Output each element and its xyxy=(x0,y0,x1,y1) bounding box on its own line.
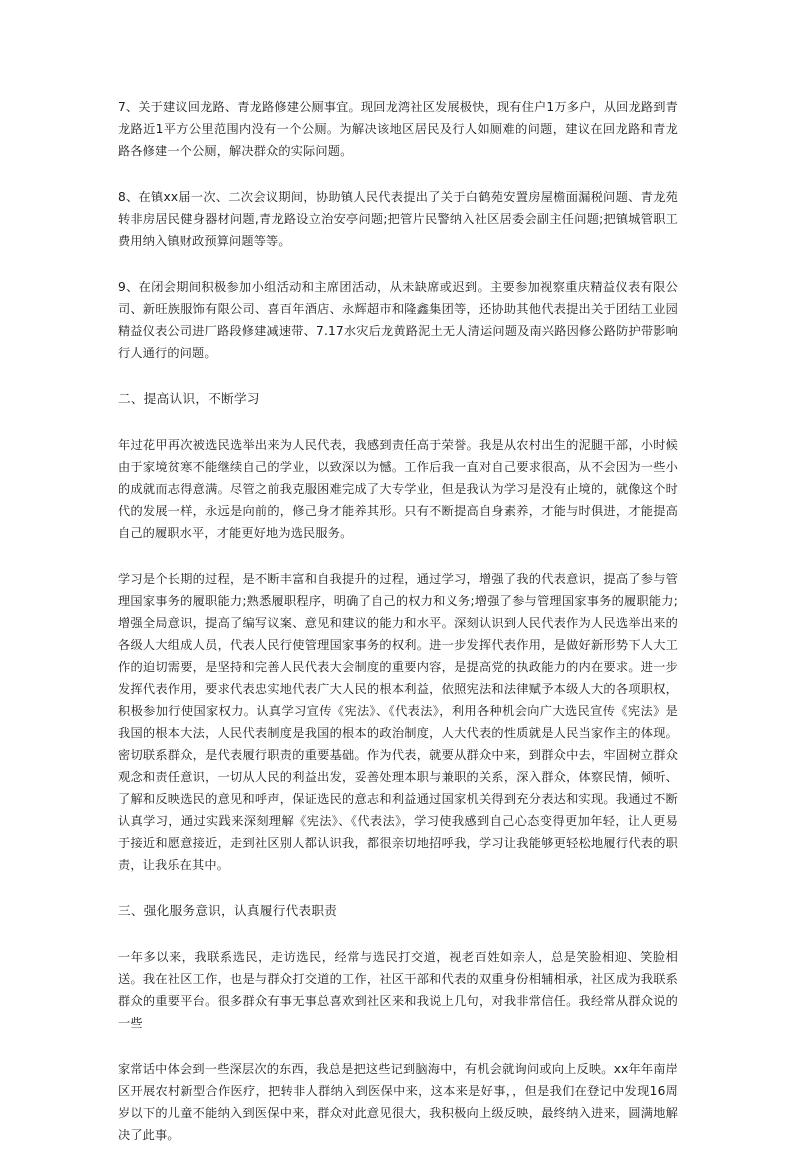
section-heading-3: 三、强化服务意识，认真履行代表职责 xyxy=(118,903,338,918)
document-page xyxy=(118,96,678,1170)
paragraph-learning-intro: 年过花甲再次被选民选举出来为人民代表，我感到责任高于荣誉。我是从农村出生的泥腿干部，小时候由于家境贫寒不能继续自己的学业，以致深以为憾。工作后我一直对自己要求很高，从不会因为一些小的成就而志得意满。尽管之前我克服困难完成了大专学业，但是我认为学习是没有止境的，就像这个时代的发展一样，永远是向前的，修己身才能养其形。只有不断提高自身素养，才能与时俱进，才能提高自己的履职水平，才能更好地为选民服务。 xyxy=(118,438,678,540)
paragraph-item-7: 7、关于建议回龙路、青龙路修建公厕事宜。现回龙湾社区发展极快，现有住户1万多户，从回龙路到青龙路近1平方公里范围内没有一个公厕。为解决该地区居民及行人如厕难的问题，建议在回龙路和青龙路各修建一个公厕，解决群众的实际问题。 xyxy=(118,100,678,158)
paragraph-service-2: 家常话中体会到一些深层次的东西，我总是把这些记到脑海中，有机会就询问或向上反映。xx年年南岸区开展农村新型合作医疗，把转非人群纳入到医保中来，这本来是好事，，但是我们在登记中发现16周岁以下的儿童不能纳入到医保中来，群众对此意见很大，我积极向上级反映，最终纳入进来，圆满地解决了此事。 xyxy=(118,1062,678,1142)
paragraph-learning-process: 学习是个长期的过程，是不断丰富和自我提升的过程，通过学习，增强了我的代表意识，提高了参与管理国家事务的履职能力;熟悉履职程序，明确了自己的权力和义务;增强了参与管理国家事务的履职能力;增强全局意识，提高了编写议案、意见和建议的能力和水平。深刻认识到人民代表作为人民选举出来的各级人大组成人员，代表人民行使管理国家事务的权利。进一步发挥代表作用，是做好新形势下人大工作的迫切需要，是坚持和完善人民代表大会制度的重要内容，是提高党的执政能力的内在要求。进一步发挥代表作用，要求代表忠实地代表广大人民的根本利益，依照宪法和法律赋予本级人大的各项职权，积极参加行使国家权力。认真学习宣传《宪法》、《代表法》，利用各种机会向广大选民宣传《宪法》是我国的根本大法，人民代表制度是我国的根本的政治制度，人大代表的性质就是人民当家作主的体现。密切联系群众，是代表履行职责的重要基础。作为代表，就要从群众中来，到群众中去，牢固树立群众观念和责任意识，一切从人民的利益出发，妥善处理本职与兼职的关系，深入群众，体察民情，倾听、了解和反映选民的意见和呼声，保证选民的意志和利益通过国家机关得到充分表达和实现。我通过不断认真学习，通过实践来深刻理解《宪法》、《代表法》，学习使我感到自己心态变得更加年轻，让人更易于接近和愿意接近，走到社区别人都认识我，都很亲切地招呼我，学习让我能够更轻松地履行代表的职责，让我乐在其中。 xyxy=(118,572,678,872)
paragraph-item-9: 9、在闭会期间积极参加小组活动和主席团活动，从未缺席或迟到。主要参加视察重庆精益仪表有限公司、新旺族服饰有限公司、喜百年酒店、永辉超市和隆鑫集团等，还协助其他代表提出关于团结工业园精益仪表公司进厂路段修建减速带、7.17水灾后龙黄路泥土无人清运问题及南兴路因修公路防护带影响行人通行的问题。 xyxy=(118,280,678,360)
paragraph-item-8: 8、在镇xx届一次、二次会议期间，协助镇人民代表提出了关于白鹤苑安置房屋檐面漏税问题、青龙苑转非房居民健身器材问题,青龙路设立治安亭问题;把管片民警纳入社区居委会副主任问题;把镇城管职工费用纳入镇财政预算问题等等。 xyxy=(118,190,678,248)
paragraph-service-1: 一年多以来，我联系选民，走访选民，经常与选民打交道，视老百姓如亲人，总是笑脸相迎、笑脸相送。我在社区工作，也是与群众打交道的工作，社区干部和代表的双重身份相辅相承，社区成为我联系群众的重要平台。很多群众有事无事总喜欢到社区来和我说上几句，对我非常信任。我经常从群众说的一些 xyxy=(118,950,678,1030)
section-heading-2: 二、提高认识，不断学习 xyxy=(118,391,260,406)
